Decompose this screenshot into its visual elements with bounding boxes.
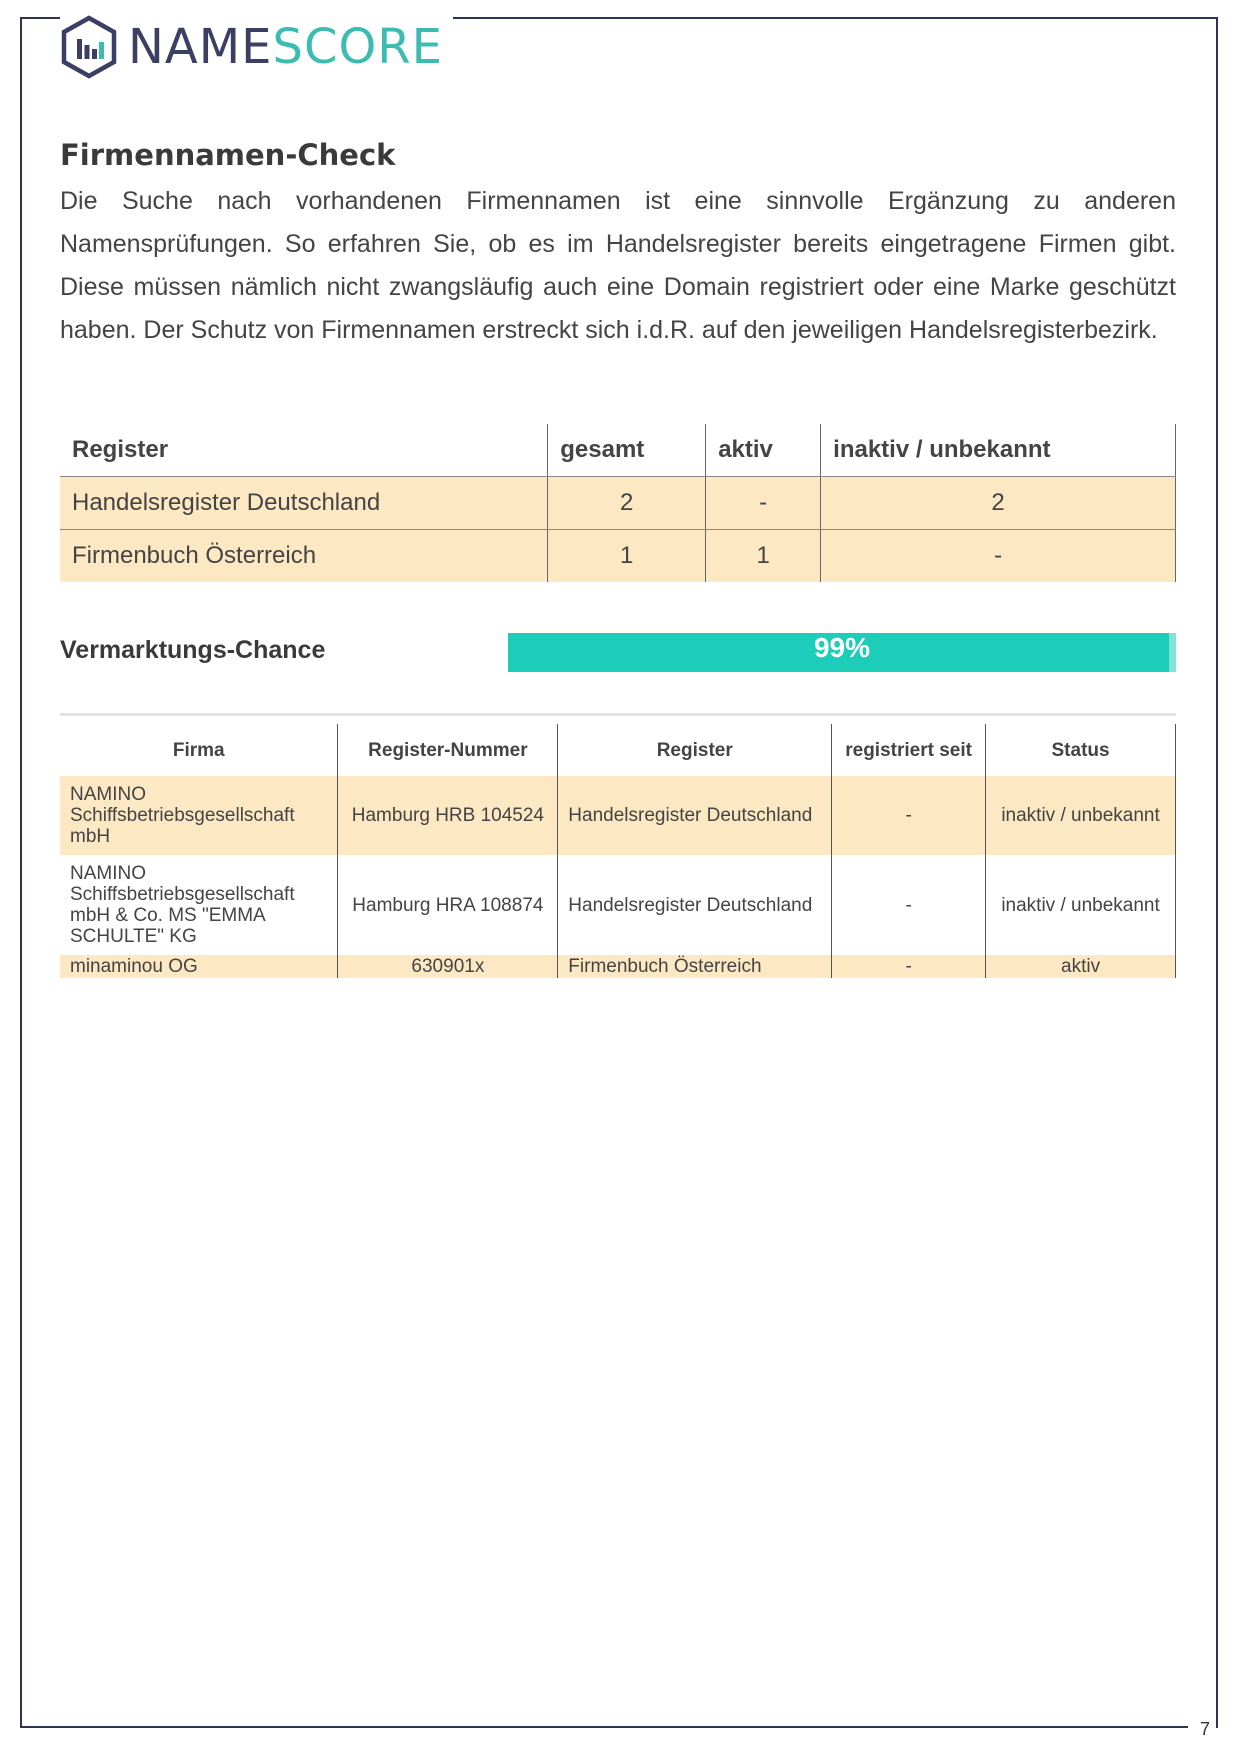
active-cell: - xyxy=(706,477,821,530)
status-cell: inaktiv / unbekannt xyxy=(986,776,1176,855)
register-number-cell: Hamburg HRA 108874 xyxy=(338,855,558,955)
column-header: Status xyxy=(986,724,1176,776)
marketing-chance-label: Vermarktungs-Chance xyxy=(60,636,326,664)
column-header: Firma xyxy=(60,724,338,776)
inactive-cell: 2 xyxy=(821,477,1176,530)
namescore-logo xyxy=(60,12,453,82)
company-name-cell: minaminou OG xyxy=(60,955,338,978)
column-header: registriert seit xyxy=(832,724,986,776)
company-name-cell: NAMINO Schiffsbetriebsgesellschaft mbH & Co. MS "EMMA SCHULTE" KG xyxy=(60,855,338,955)
logo-wordmark: NAMESCORE xyxy=(128,19,443,75)
register-number-cell: 630901x xyxy=(338,955,558,978)
total-cell: 2 xyxy=(548,477,706,530)
table-row xyxy=(60,530,1176,583)
column-header: gesamt xyxy=(548,424,706,477)
column-header: Register xyxy=(558,724,832,776)
table-row xyxy=(60,477,1176,530)
intro-paragraph: Die Suche nach vorhandenen Firmennamen ist eine sinnvolle Ergänzung zu anderen Namensprüfungen. So erfahren Sie, ob es im Handelsregister bereits eingetragene Firmen gibt. Diese müssen nämlich nicht zwangsläufig auch eine Domain registriert oder eine Marke geschützt haben. Der Schutz von Firmennamen erstreckt sich i.d.R. auf den jeweiligen Handelsregisterbezirk. xyxy=(60,187,1176,344)
marketing-chance-value: 99% xyxy=(813,632,871,663)
marketing-chance-bar xyxy=(508,633,1176,672)
column-header: aktiv xyxy=(706,424,821,477)
column-header: Register-Nummer xyxy=(338,724,558,776)
page-frame-left xyxy=(20,17,22,1728)
column-header: inaktiv / unbekannt xyxy=(821,424,1176,477)
register-cell: Firmenbuch Österreich xyxy=(558,955,832,978)
column-header: Register xyxy=(60,424,548,477)
table-row xyxy=(60,955,1176,978)
registered-since-cell: - xyxy=(832,776,986,855)
page-frame-bottom xyxy=(20,1726,1188,1728)
table-row xyxy=(60,855,1176,955)
register-number-cell: Hamburg HRB 104524 xyxy=(338,776,558,855)
company-name-cell: NAMINO Schiffsbetriebsgesellschaft mbH xyxy=(60,776,338,855)
registered-since-cell: - xyxy=(832,855,986,955)
page-frame-right xyxy=(1216,17,1218,1728)
active-cell: 1 xyxy=(706,530,821,583)
inactive-cell: - xyxy=(821,530,1176,583)
page-number: 7 xyxy=(1200,1719,1211,1739)
table-row xyxy=(60,776,1176,855)
table-header-row xyxy=(60,424,1176,477)
hexagon-chart-icon xyxy=(60,15,118,79)
status-cell: aktiv xyxy=(986,955,1176,978)
company-results-table xyxy=(60,724,1176,978)
register-summary-table xyxy=(60,424,1176,582)
table-header-row xyxy=(60,724,1176,776)
section-title: Firmennamen-Check xyxy=(60,138,396,172)
section-divider xyxy=(60,713,1176,716)
register-cell: Handelsregister Deutschland xyxy=(558,776,832,855)
register-cell: Firmenbuch Österreich xyxy=(60,530,548,583)
register-cell: Handelsregister Deutschland xyxy=(60,477,548,530)
register-cell: Handelsregister Deutschland xyxy=(558,855,832,955)
registered-since-cell: - xyxy=(832,955,986,978)
total-cell: 1 xyxy=(548,530,706,583)
status-cell: inaktiv / unbekannt xyxy=(986,855,1176,955)
